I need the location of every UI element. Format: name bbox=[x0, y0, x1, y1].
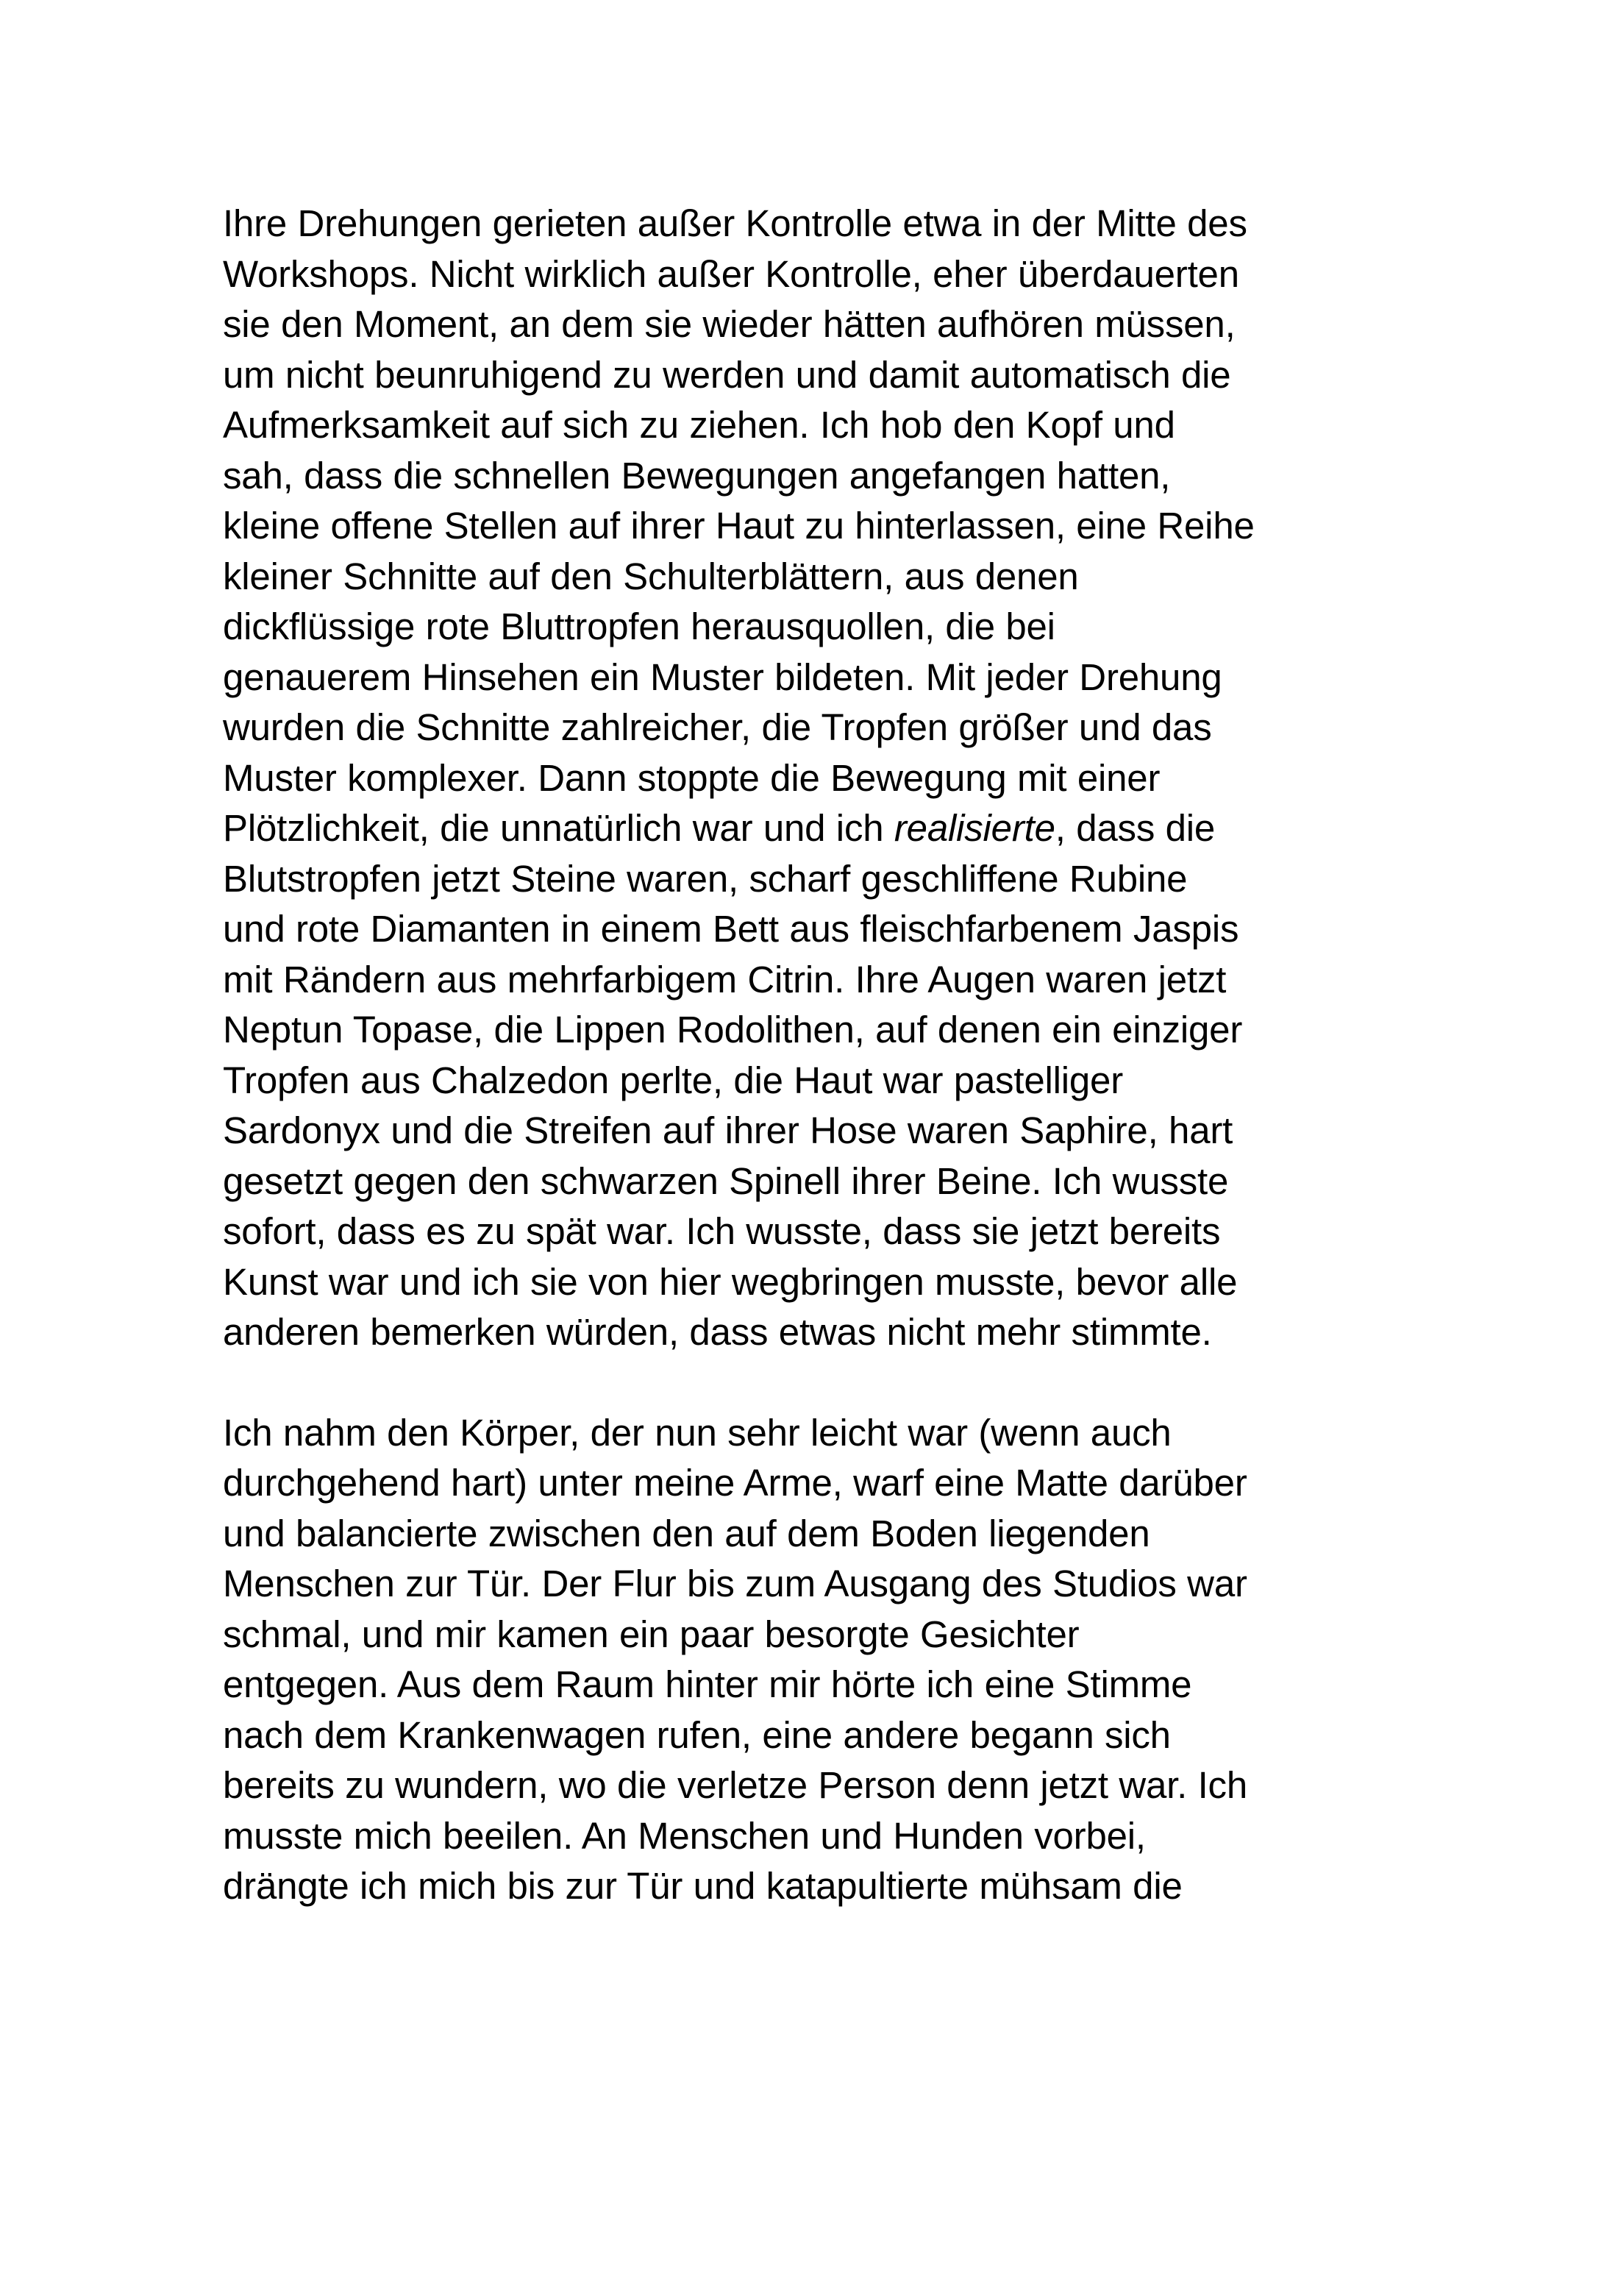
body-line: sah, dass die schnellen Bewegungen angefangen hatten, bbox=[223, 454, 1171, 497]
body-line: Workshops. Nicht wirklich außer Kontrolle, eher überdauerten bbox=[223, 252, 1239, 295]
emphasized-word: realisierte bbox=[894, 807, 1055, 849]
body-line: nach dem Krankenwagen rufen, eine andere begann sich bbox=[223, 1713, 1171, 1756]
text-column bbox=[223, 199, 1400, 1912]
body-line: musste mich beeilen. An Menschen und Hunden vorbei, bbox=[223, 1814, 1146, 1857]
body-line: Kunst war und ich sie von hier wegbringen musste, bevor alle bbox=[223, 1260, 1238, 1303]
body-line: drängte ich mich bis zur Tür und katapultierte mühsam die bbox=[223, 1865, 1183, 1907]
body-line: sie den Moment, an dem sie wieder hätten aufhören müssen, bbox=[223, 303, 1236, 345]
body-line: dickflüssige rote Bluttropfen herausquollen, die bei bbox=[223, 605, 1055, 647]
body-line: Menschen zur Tür. Der Flur bis zum Ausgang des Studios war bbox=[223, 1563, 1247, 1604]
body-line: Ich nahm den Körper, der nun sehr leicht war (wenn auch bbox=[223, 1411, 1172, 1454]
body-line: mit Rändern aus mehrfarbigem Citrin. Ihre Augen waren jetzt bbox=[223, 958, 1227, 1000]
body-line: Plötzlichkeit, die unnatürlich war und ich realisierte, dass die bbox=[223, 807, 1216, 849]
body-line: und balancierte zwischen den auf dem Boden liegenden bbox=[223, 1512, 1150, 1554]
body-line: anderen bemerken würden, dass etwas nicht mehr stimmte. bbox=[223, 1311, 1212, 1353]
body-line: Blutstropfen jetzt Steine waren, scharf geschliffene Rubine bbox=[223, 857, 1188, 900]
body-line: genauerem Hinsehen ein Muster bildeten. Mit jeder Drehung bbox=[223, 655, 1222, 698]
body-line: schmal, und mir kamen ein paar besorgte Gesichter bbox=[223, 1613, 1080, 1655]
body-paragraph-2 bbox=[223, 1408, 1400, 1912]
body-line: gesetzt gegen den schwarzen Spinell ihrer Beine. Ich wusste bbox=[223, 1159, 1229, 1202]
body-line: und rote Diamanten in einem Bett aus fleischfarbenem Jaspis bbox=[223, 908, 1239, 950]
body-line: Tropfen aus Chalzedon perlte, die Haut war pastelliger bbox=[223, 1059, 1123, 1101]
body-line: Muster komplexer. Dann stoppte die Bewegung mit einer bbox=[223, 756, 1161, 799]
body-line: Ihre Drehungen gerieten außer Kontrolle etwa in der Mitte des bbox=[223, 202, 1247, 244]
body-line: Neptun Topase, die Lippen Rodolithen, auf denen ein einziger bbox=[223, 1009, 1243, 1051]
body-line: Sardonyx und die Streifen auf ihrer Hose waren Saphire, hart bbox=[223, 1109, 1233, 1151]
body-line: entgegen. Aus dem Raum hinter mir hörte ich eine Stimme bbox=[223, 1663, 1192, 1705]
body-line: kleine offene Stellen auf ihrer Haut zu hinterlassen, eine Reihe bbox=[223, 505, 1255, 547]
body-line: bereits zu wundern, wo die verletze Person denn jetzt war. Ich bbox=[223, 1764, 1248, 1806]
body-line: wurden die Schnitte zahlreicher, die Tropfen größer und das bbox=[223, 706, 1212, 748]
body-line: durchgehend hart) unter meine Arme, warf eine Matte darüber bbox=[223, 1462, 1247, 1504]
body-line: kleiner Schnitte auf den Schulterblättern, aus denen bbox=[223, 555, 1079, 597]
body-paragraph-1 bbox=[223, 199, 1400, 1358]
body-line: um nicht beunruhigend zu werden und damit automatisch die bbox=[223, 353, 1231, 396]
body-line: sofort, dass es zu spät war. Ich wusste, dass sie jetzt bereits bbox=[223, 1210, 1221, 1252]
body-line: Aufmerksamkeit auf sich zu ziehen. Ich hob den Kopf und bbox=[223, 404, 1175, 446]
